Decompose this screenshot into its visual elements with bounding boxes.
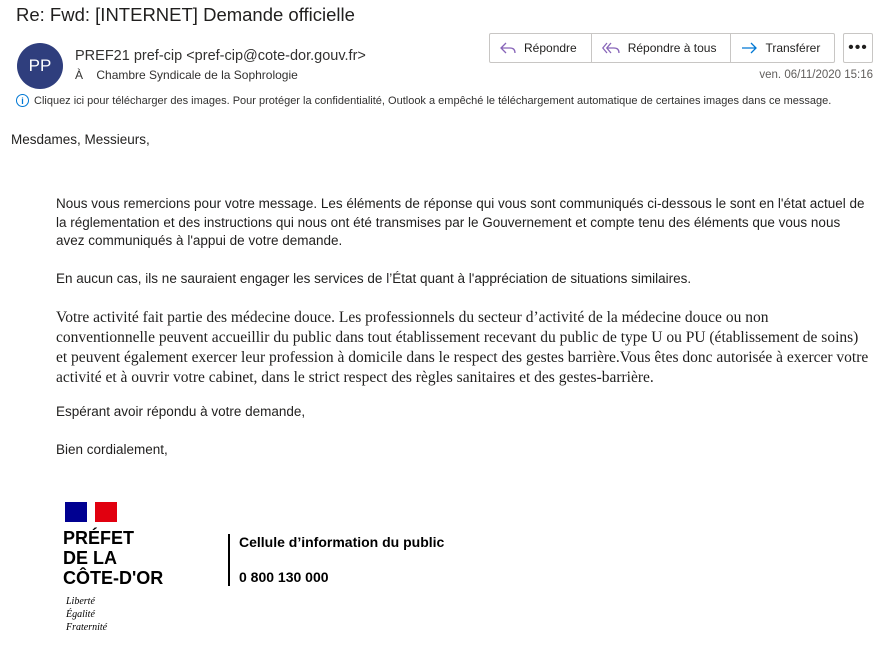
recipient-line [75,68,298,82]
flag-blue-band [65,502,87,522]
forward-button[interactable] [731,34,834,62]
signature-cell-title: Cellule d’information du public [239,534,445,550]
republic-motto [66,595,107,634]
reply-button[interactable] [490,34,592,62]
message-subject: Re: Fwd: [INTERNET] Demande officielle [16,4,355,25]
sender-avatar[interactable]: PP [17,43,63,89]
more-icon: ••• [848,39,868,56]
motto-liberte: Liberté [66,596,95,607]
reply-icon [500,41,516,55]
signature-phone: 0 800 130 000 [239,569,329,585]
image-blocked-infobar[interactable] [16,94,831,107]
prefecture-line-1: PRÉFET [63,528,135,548]
infobar-text[interactable]: Cliquez ici pour télécharger des images. Pour protéger la confidentialité, Outlook a empêché le téléchargement automatique de certaines images dans ce message. [34,94,832,107]
sender-address[interactable]: PREF21 pref-cip <pref-cip@cote-dor.gouv.fr> [75,48,366,64]
motto-fraternite: Fraternité [66,622,108,633]
prefecture-line-2: DE LA [63,548,117,568]
prefecture-line-3: CÔTE-D'OR [63,568,164,588]
flag-white-band [87,502,95,522]
reply-label: Répondre [524,41,577,55]
forward-icon [741,41,757,55]
body-paragraph-4: Espérant avoir répondu à votre demande, [56,404,306,419]
body-salutation: Mesdames, Messieurs, [11,132,150,147]
reply-all-button[interactable] [592,34,732,62]
body-closing: Bien cordialement, [56,442,168,457]
marianne-flag-logo [65,502,117,522]
body-paragraph-2: En aucun cas, ils ne sauraient engager les services de l’État quant à l'appréciation de situations similaires. [56,271,692,286]
flag-red-band [95,502,117,522]
forward-label: Transférer [765,41,821,55]
signature-divider [228,534,230,586]
recipient-name[interactable]: Chambre Syndicale de la Sophrologie [96,68,298,82]
recipient-prefix: À [75,68,84,82]
reply-all-icon [602,41,620,55]
message-date: ven. 06/11/2020 15:16 [759,69,873,81]
prefecture-name [63,528,163,588]
reply-all-label: Répondre à tous [627,41,717,55]
body-paragraph-1: Nous vous remercions pour votre message. Les éléments de réponse qui vous sont communiqués ci-dessous le sont en l'état actuel de la réglementation et des instructions qui nous ont été transmises par le Gouvernement et compte tenu des éléments que vous nous avez communiqués à l'appui de votre demande. [56,196,865,248]
info-icon: i [16,94,29,107]
body-paragraph-3: Votre activité fait partie des médecine douce. Les professionnels du secteur d’activité de la médecine douce ou non conventionnelle peuvent accueillir du public dans tout établissement recevant du public de type U ou PU (établissement de soins) et peuvent également exercer leur profession à domicile dans le respect des gestes barrière.Vous êtes donc autorisée à exercer votre activité et à ouvrir votre cabinet, dans le strict respect des règles sanitaires et des gestes-barrière. [56,309,869,386]
motto-egalite: Égalité [66,609,95,620]
more-actions-button[interactable] [843,33,873,63]
message-actions-toolbar [489,33,835,63]
